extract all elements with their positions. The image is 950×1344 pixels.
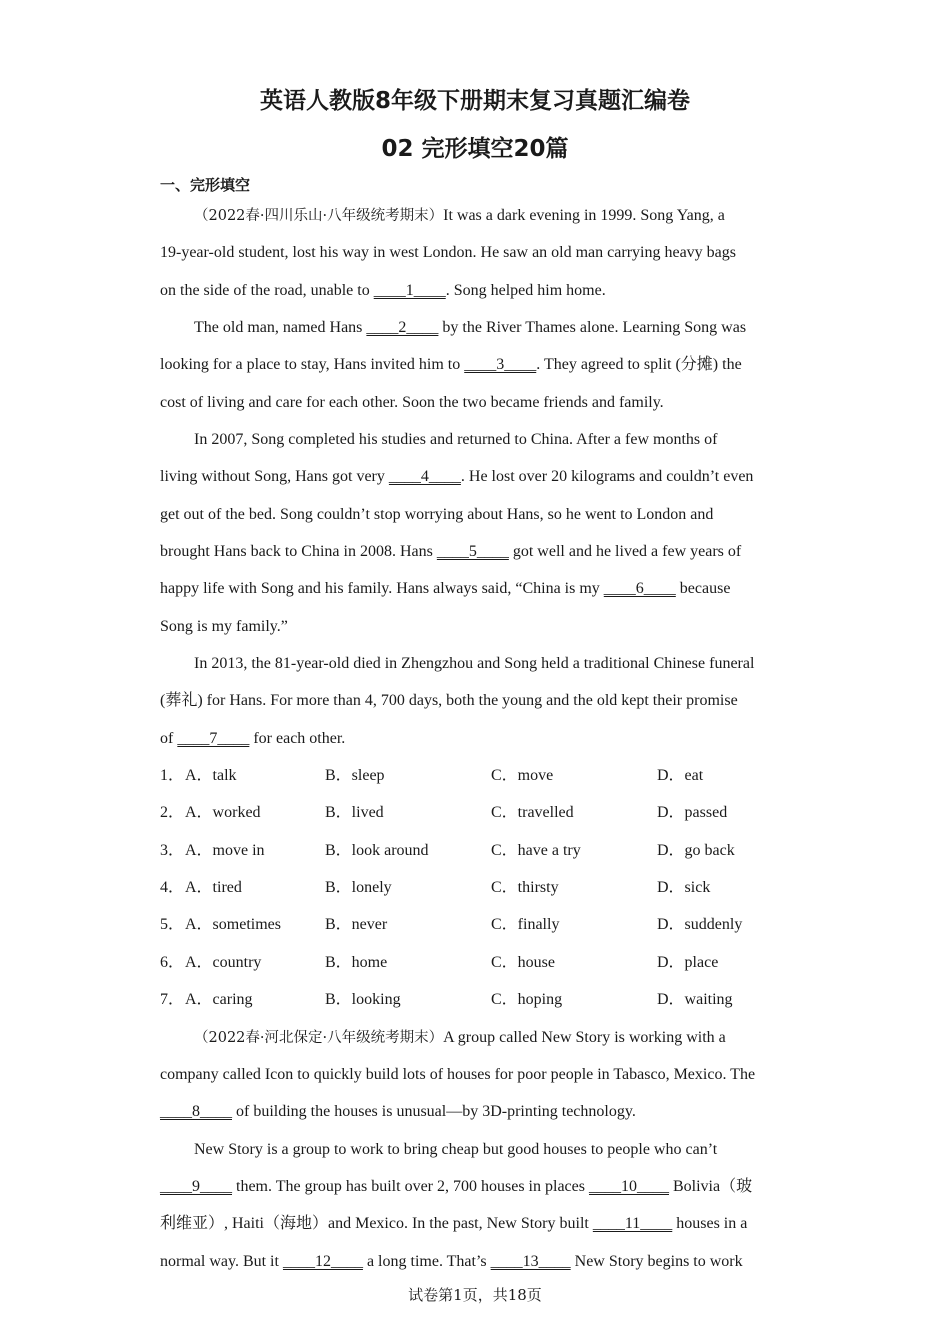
option-a[interactable]: A．worked [185, 804, 261, 821]
passage-1-line: cost of living and care for each other. Soon the two became friends and family. [160, 394, 664, 411]
blank-12: ____12____ [282, 1253, 363, 1270]
option-d[interactable]: D．suddenly [657, 916, 743, 933]
option-d[interactable]: D．place [657, 954, 719, 971]
passage-1-line: happy life with Song and his family. Hans always said, “China is my ____6____ because [160, 580, 731, 597]
option-c[interactable]: C．have a try [491, 842, 581, 859]
blank-8: ____8____ [160, 1103, 232, 1120]
passage-1-line: brought Hans back to China in 2008. Hans ____5____ got well and he lived a few years of [160, 543, 742, 560]
passage-2-line: 利维亚）, Haiti（海地）and Mexico. In the past, New Story built ____11____ houses in a [160, 1215, 748, 1232]
question-number: 6． [160, 954, 185, 971]
passage-1-line: get out of the bed. Song couldn’t stop worrying about Hans, so he went to London and [160, 506, 714, 523]
blank-11: ____11____ [592, 1215, 673, 1232]
blank-6: ____6____ [603, 580, 676, 597]
passage-1-line: living without Song, Hans got very ____4____. He lost over 20 kilograms and couldn’t even [160, 468, 754, 485]
option-d[interactable]: D．passed [657, 804, 728, 821]
passage-1-line: In 2007, Song completed his studies and returned to China. After a few months of [194, 431, 718, 448]
option-a[interactable]: A．tired [185, 879, 242, 896]
passage-1-line: on the side of the road, unable to ____1____. Song helped him home. [160, 282, 606, 299]
option-d[interactable]: D．waiting [657, 991, 733, 1008]
option-c[interactable]: C．house [491, 954, 556, 971]
question-number: 2． [160, 804, 185, 821]
blank-9: ____9____ [160, 1178, 232, 1195]
option-c[interactable]: C．move [491, 767, 554, 784]
question-number: 1． [160, 767, 185, 784]
option-a[interactable]: A．sometimes [185, 916, 281, 933]
option-c[interactable]: C．thirsty [491, 879, 559, 896]
option-a[interactable]: A．country [185, 954, 262, 971]
option-d[interactable]: D．sick [657, 879, 711, 896]
passage-2-line: New Story is a group to work to bring cheap but good houses to people who can’t [194, 1141, 718, 1158]
passage-1-line: (葬礼) for Hans. For more than 4, 700 days, both the young and the old kept their promise [160, 692, 738, 709]
passage-2-line: ____8____ of building the houses is unusual—by 3D-printing technology. [160, 1103, 636, 1120]
passage-source: （2022春·四川乐山·八年级统考期末） [194, 208, 444, 224]
option-a[interactable]: A．talk [185, 767, 237, 784]
passage-2-line: （2022春·河北保定·八年级统考期末）A group called New Story is working with a [194, 1029, 726, 1046]
question-number: 4． [160, 879, 185, 896]
option-b[interactable]: B．lonely [325, 879, 392, 896]
passage-2-line: normal way. But it ____12____ a long time. That’s ____13____ New Story begins to work [160, 1253, 743, 1270]
blank-4: ____4____ [388, 468, 461, 485]
passage-2-line: ____9____ them. The group has built over 2, 700 houses in places ____10____ Bolivia（玻 [160, 1178, 753, 1195]
option-b[interactable]: B．never [325, 916, 388, 933]
option-b[interactable]: B．look around [325, 842, 429, 859]
page-footer: 试卷第1页，共18页 [408, 1286, 542, 1304]
blank-2: ____2____ [366, 319, 439, 336]
option-c[interactable]: C．travelled [491, 804, 574, 821]
option-d[interactable]: D．eat [657, 767, 704, 784]
passage-1-line: （2022春·四川乐山·八年级统考期末）It was a dark evening in 1999. Song Yang, a [194, 207, 725, 224]
option-d[interactable]: D．go back [657, 842, 735, 859]
blank-7: ____7____ [177, 730, 250, 747]
option-b[interactable]: B．home [325, 954, 388, 971]
passage-2-line: company called Icon to quickly build lots of houses for poor people in Tabasco, Mexico. The [160, 1066, 756, 1083]
blank-10: ____10____ [588, 1178, 669, 1195]
document-subtitle: 02 完形填空20篇 [381, 136, 569, 162]
passage-source: （2022春·河北保定·八年级统考期末） [194, 1030, 444, 1046]
passage-1-line: Song is my family.” [160, 618, 288, 635]
blank-13: ____13____ [490, 1253, 571, 1270]
passage-1-line: The old man, named Hans ____2____ by the River Thames alone. Learning Song was [194, 319, 747, 336]
question-number: 3． [160, 842, 185, 859]
option-b[interactable]: B．lived [325, 804, 384, 821]
option-c[interactable]: C．finally [491, 916, 560, 933]
passage-1-line: In 2013, the 81-year-old died in Zhengzhou and Song held a traditional Chinese funeral [194, 655, 755, 672]
passage-1-line: looking for a place to stay, Hans invited him to ____3____. They agreed to split (分摊) the [160, 356, 742, 373]
question-number: 7． [160, 991, 185, 1008]
option-b[interactable]: B．looking [325, 991, 401, 1008]
question-number: 5． [160, 916, 185, 933]
passage-1-line: 19-year-old student, lost his way in west London. He saw an old man carrying heavy bags [160, 244, 736, 261]
blank-5: ____5____ [436, 543, 509, 560]
section-heading: 一、完形填空 [160, 176, 251, 194]
option-b[interactable]: B．sleep [325, 767, 385, 784]
blank-1: ____1____ [373, 282, 446, 299]
blank-3: ____3____ [464, 356, 537, 373]
option-a[interactable]: A．caring [185, 991, 253, 1008]
passage-1-line: of ____7____ for each other. [160, 730, 346, 747]
option-c[interactable]: C．hoping [491, 991, 563, 1008]
option-a[interactable]: A．move in [185, 842, 265, 859]
document-title: 英语人教版8年级下册期末复习真题汇编卷 [259, 88, 690, 114]
